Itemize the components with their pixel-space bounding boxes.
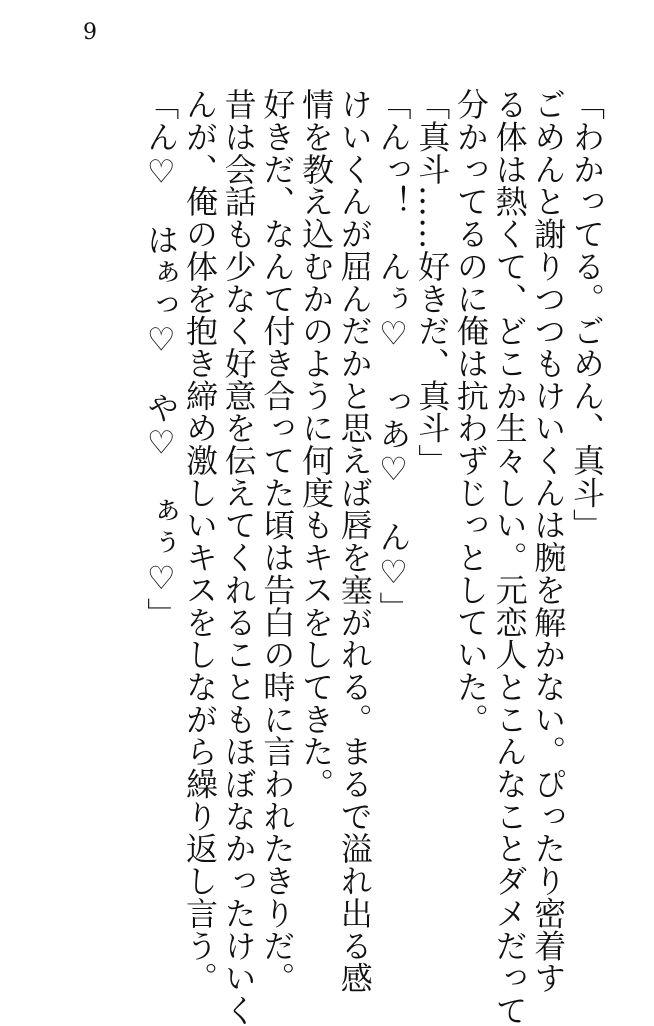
novel-text (142, 88, 606, 1026)
text-column: んが、俺の体を抱き締め激しいキスをしながら繰り返し言う。 (180, 88, 219, 994)
text-column: 好きだ、なんて付き合ってた頃は告白の時に言われたきりだ。 (258, 88, 297, 994)
text-column: 情を教え込むかのように何度もキスをしてきた。 (297, 88, 336, 800)
page-number: 9 (83, 20, 97, 45)
text-column: る体は熱くて、どこか生々しい。元恋人とこんなことダメだって (490, 88, 529, 1026)
text-column: 「わかってる。ごめん、真斗」 (568, 88, 606, 541)
text-column: 「真斗……好きだ、真斗」 (413, 88, 452, 477)
text-column: 昔は会話も少なく好意を伝えてくれることもほぼなかったけいく (219, 88, 258, 1026)
text-column: 分かってるのに俺は抗わずじっとしていた。 (451, 88, 490, 735)
text-column: けいくんが屈んだかと思えば唇を塞がれる。まるで溢れ出る感 (335, 88, 374, 994)
text-column: ごめんと謝りつつもけいくんは腕を解かない。ぴったり密着す (529, 88, 568, 994)
text-column: 「ん♡ はぁっ♡ や♡ ぁぅ♡」 (142, 88, 181, 630)
text-column: 「んっ！ んぅ♡ っあ♡ ん♡」 (374, 88, 413, 624)
